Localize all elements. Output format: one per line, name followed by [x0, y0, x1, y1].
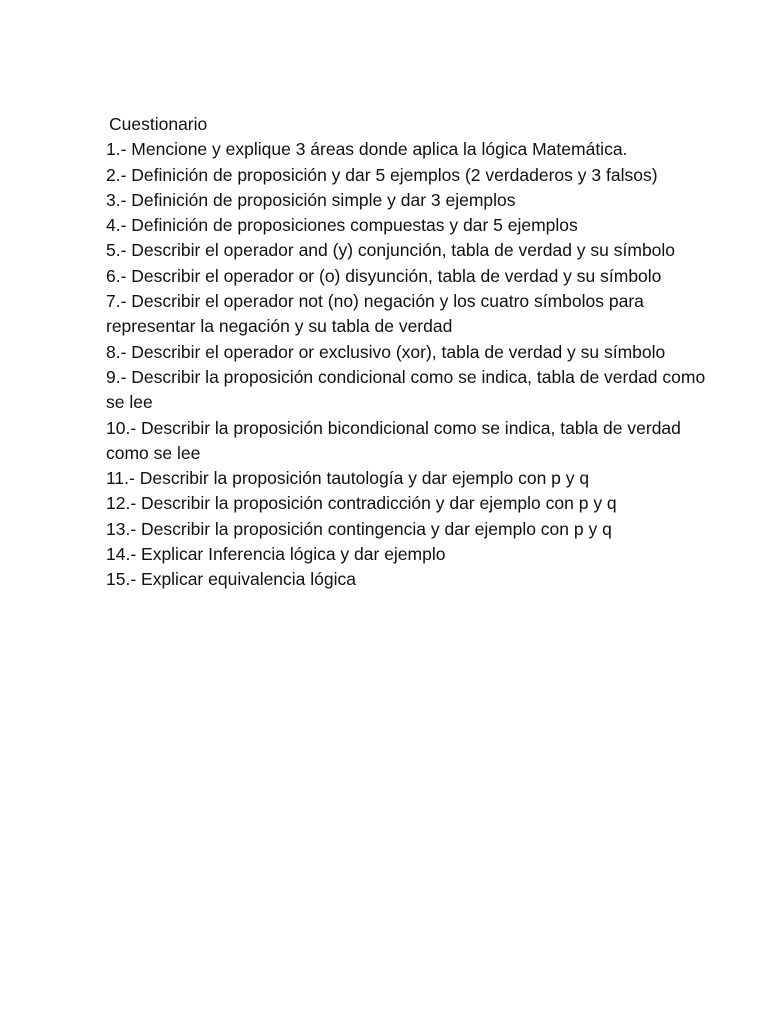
question-item: 14.- Explicar Inferencia lógica y dar ejemplo [106, 544, 446, 565]
question-item: 6.- Describir el operador or (o) disyunción, tabla de verdad y su símbolo [106, 265, 662, 286]
question-item: 10.- Describir la proposición bicondicional como se indica, tabla de verdad como se lee [106, 417, 681, 463]
question-item: 9.- Describir la proposición condicional como se indica, tabla de verdad como se lee [106, 366, 706, 413]
question-item: 3.- Definición de proposición simple y dar 3 ejemplos [106, 189, 516, 210]
question-item: 1.- Mencione y explique 3 áreas donde aplica la lógica Matemática. [106, 139, 628, 160]
document-body [106, 112, 706, 593]
question-item: 2.- Definición de proposición y dar 5 ejemplos (2 verdaderos y 3 falsos) [106, 164, 658, 185]
question-item: 8.- Describir el operador or exclusivo (xor), tabla de verdad y su símbolo [106, 341, 666, 362]
question-item: 12.- Describir la proposición contradicción y dar ejemplo con p y q [106, 493, 617, 514]
question-item: 5.- Describir el operador and (y) conjunción, tabla de verdad y su símbolo [106, 240, 676, 261]
document-title: Cuestionario [109, 114, 208, 134]
question-item: 15.- Explicar equivalencia lógica [106, 569, 356, 590]
question-item: 13.- Describir la proposición contingencia y dar ejemplo con p y q [106, 518, 612, 539]
question-item: 11.- Describir la proposición tautología y dar ejemplo con p y q [106, 468, 590, 489]
question-item: 7.- Describir el operador not (no) negación y los cuatro símbolos para representar la negación y su tabla de verdad [106, 291, 644, 337]
question-item: 4.- Definición de proposiciones compuestas y dar 5 ejemplos [106, 215, 578, 236]
